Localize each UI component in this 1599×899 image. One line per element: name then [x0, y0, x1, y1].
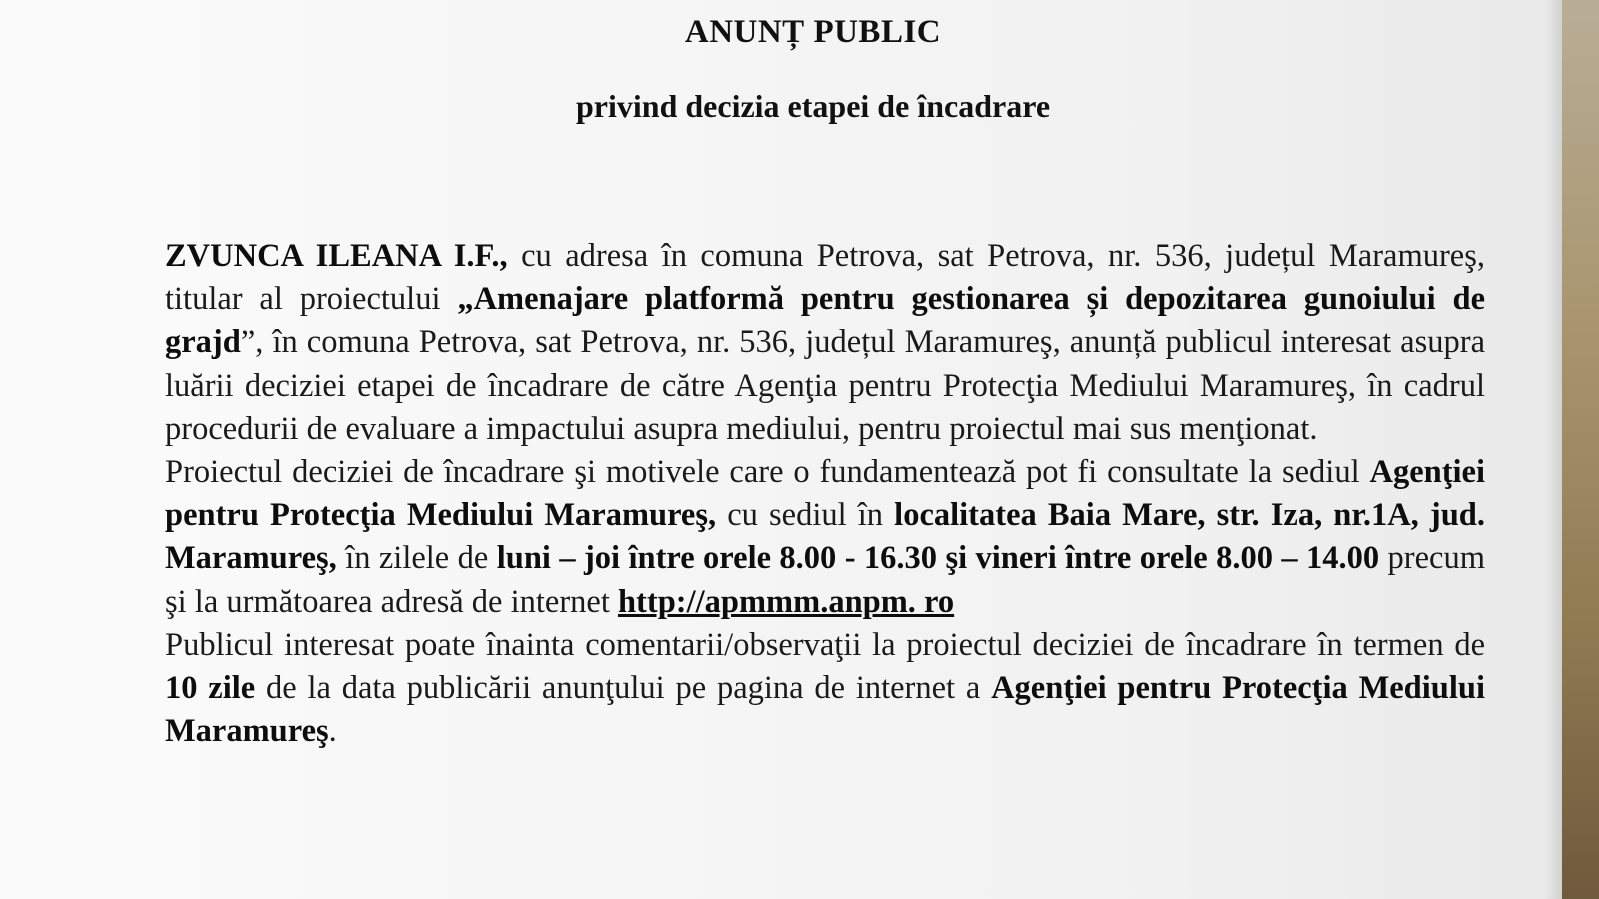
office-schedule: luni – joi între orele 8.00 - 16.30 şi vineri între orele 8.00 – 14.00 [496, 540, 1380, 577]
paragraph-text: cu adresa în comuna Petrova, sat Petrova, nr. 536, județul Maramureş, titular al proiectului [165, 238, 1486, 318]
paragraph-text: în zilele de [336, 540, 497, 577]
agency-address: localitatea Baia Mare, str. Iza, nr.1A, jud. Maramureş, [165, 497, 1485, 577]
table-surface [1562, 0, 1599, 899]
paragraph-text: precum şi la următoarea adresă de internet [165, 540, 1485, 620]
document-body [165, 235, 1485, 753]
website-link: http://apmmm.anpm. ro [617, 583, 955, 620]
paragraph-consultation [165, 451, 1485, 624]
paragraph-text: cu sediul în [716, 497, 895, 534]
paragraph-text: Proiectul deciziei de încadrare şi motivele care o fundamentează pot fi consultate la sediul [165, 454, 1370, 491]
company-name: ZVUNCA ILEANA I.F., [165, 238, 508, 274]
paragraph-text: Publicul interesat poate înainta comentarii/observaţii la proiectul deciziei de încadrare în termen de [165, 626, 1485, 663]
document-title: ANUNȚ PUBLIC [684, 14, 942, 50]
agency-name: Agenţiei pentru Protecţia Mediului Maramureş, [165, 454, 1485, 534]
agency-name: Agenţiei pentru Protecţia Mediului Maramureş [165, 670, 1485, 750]
paragraph-text: de la data publicării anunţului pe pagina de internet a [255, 670, 992, 707]
paragraph-comments [165, 624, 1485, 754]
project-name: „Amenajare platformă pentru gestionarea și depozitarea gunoiului de grajd [165, 281, 1485, 361]
paragraph-text: . [328, 713, 337, 750]
paragraph-applicant [165, 235, 1485, 451]
comment-deadline: 10 zile [165, 670, 256, 707]
document-subtitle: privind decizia etapei de încadrare [575, 88, 1051, 124]
paragraph-text: ”, în comuna Petrova, sat Petrova, nr. 536, județul Maramureş, anunță publicul interesat asupra luării deciziei etapei de încadrare de către Agenţia pentru Protecţia Mediului Maramureş, în cadrul procedurii de evaluare a impactului asupra mediului, pentru proiectul mai sus menţionat. [165, 324, 1485, 447]
